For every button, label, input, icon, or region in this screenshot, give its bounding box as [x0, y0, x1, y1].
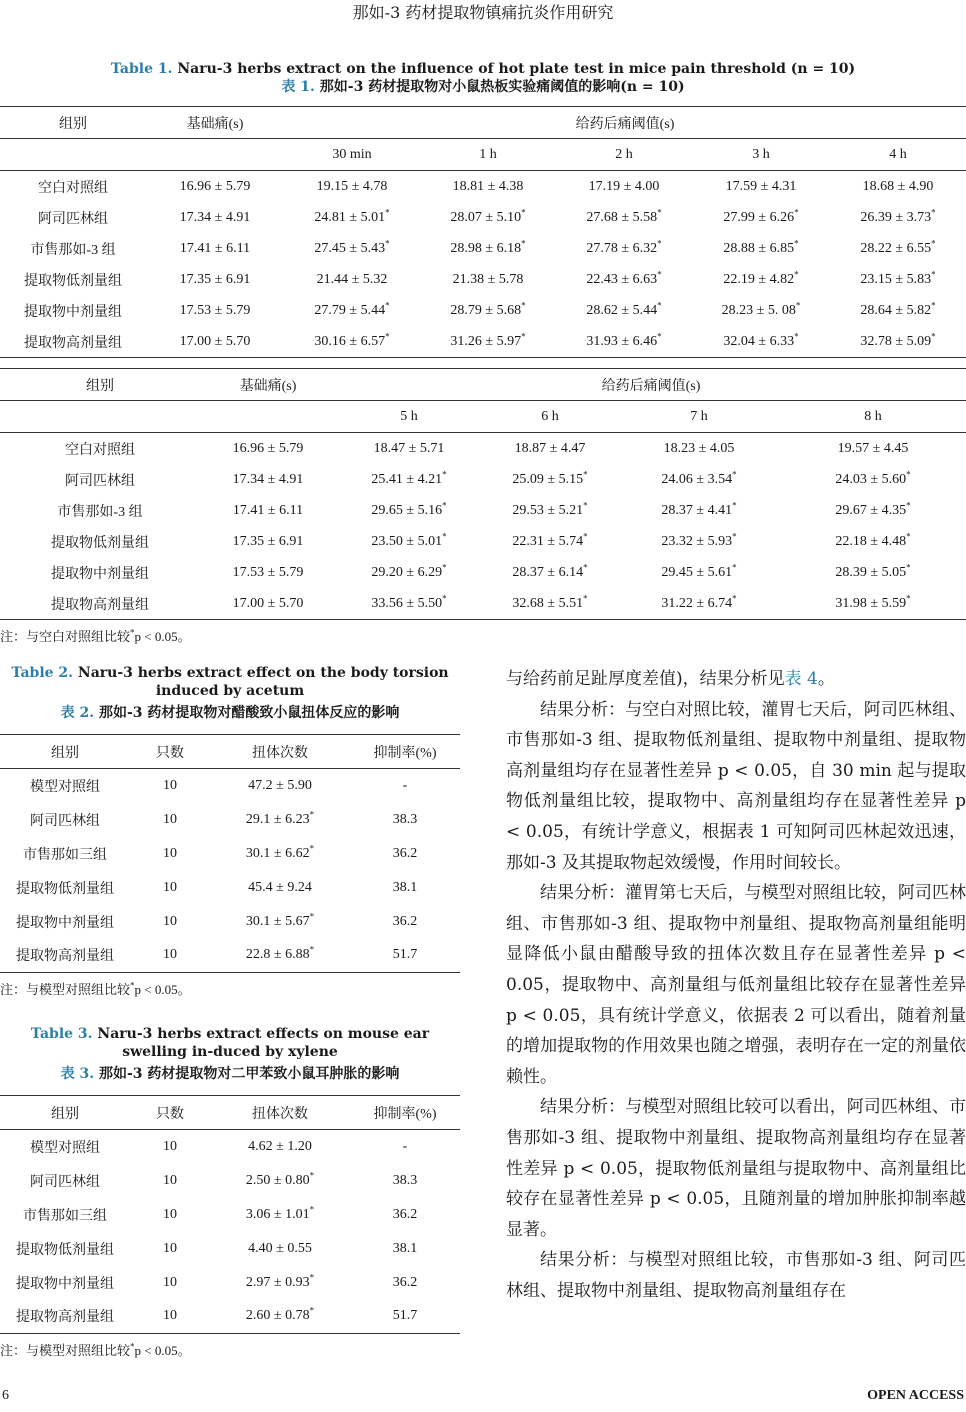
base-cell: 16.96 ± 5.79 [179, 178, 251, 194]
value-cell: 27.78 ± 6.32* [586, 237, 662, 256]
column-header: 抑制率(%) [373, 1106, 437, 1122]
count-cell: 10 [163, 777, 177, 793]
value-cell: 28.37 ± 6.14* [512, 561, 588, 580]
group-cell: 阿司匹林组 [38, 211, 108, 227]
table-1-section [0, 60, 966, 645]
value-cell: 47.2 ± 5.90 [248, 777, 312, 793]
table-row [0, 171, 966, 203]
group-cell: 提取物高剂量组 [24, 335, 122, 351]
time-header: 2 h [615, 146, 633, 162]
table-row [0, 495, 966, 526]
table-row [0, 1232, 460, 1266]
table-1-caption-en [0, 60, 966, 78]
group-cell: 模型对照组 [30, 1140, 100, 1156]
rate-cell: - [402, 1138, 408, 1154]
base-cell: 17.35 ± 6.91 [232, 533, 304, 549]
group-cell: 市售那如-3 组 [30, 242, 116, 258]
value-cell: 32.04 ± 6.33* [723, 330, 799, 349]
value-cell: 27.79 ± 5.44* [314, 299, 390, 318]
table-2-caption-cn: 表 2. 那如-3 药材提取物对醋酸致小鼠扭体反应的影响 [60, 705, 400, 721]
rate-cell: 36.2 [392, 845, 418, 861]
base-cell: 17.41 ± 6.11 [179, 240, 251, 256]
group-cell: 模型对照组 [30, 779, 100, 795]
value-cell: 27.99 ± 6.26* [723, 206, 799, 225]
base-cell: 17.34 ± 4.91 [232, 471, 304, 487]
rate-cell: 36.2 [392, 1274, 418, 1290]
table-3-caption-cn: 表 3. 那如-3 药材提取物对二甲苯致小鼠耳肿胀的影响 [60, 1066, 400, 1082]
table-2-note: 注：与模型对照组比较*p < 0.05。 [0, 980, 191, 997]
column-header: 只数 [156, 745, 184, 761]
count-cell: 10 [163, 845, 177, 861]
paragraph-1: 与给药前足趾厚度差值)，结果分析见表 4。 [506, 669, 835, 689]
group-cell: 提取物低剂量组 [51, 535, 149, 551]
table-row [0, 905, 460, 939]
count-cell: 10 [163, 1240, 177, 1256]
count-cell: 10 [163, 879, 177, 895]
rate-cell: - [402, 777, 408, 793]
table-row [0, 1164, 460, 1198]
value-cell: 25.09 ± 5.15* [512, 468, 588, 487]
value-cell: 30.1 ± 5.67* [245, 910, 315, 929]
table-1-title-en: Naru-3 herbs extract on the influence of hot plate test in mice pain threshold (n = 10) [177, 61, 856, 77]
value-cell: 4.40 ± 0.55 [248, 1240, 312, 1256]
value-cell: 22.19 ± 4.82* [723, 268, 799, 287]
group-cell: 提取物中剂量组 [16, 915, 114, 931]
value-cell: 18.81 ± 4.38 [452, 178, 524, 194]
value-cell: 18.23 ± 4.05 [663, 440, 735, 456]
page-number: 6 [2, 1388, 9, 1403]
value-cell: 28.39 ± 5.05* [835, 561, 911, 580]
value-cell: 28.64 ± 5.82* [860, 299, 936, 318]
base-cell: 17.35 ± 6.91 [179, 271, 251, 287]
count-cell: 10 [163, 1274, 177, 1290]
value-cell: 45.4 ± 9.24 [248, 879, 312, 895]
value-cell: 2.50 ± 0.80* [245, 1169, 315, 1188]
table-1-label-cn: 表 1. [281, 79, 315, 95]
value-cell: 26.39 ± 3.73* [860, 206, 936, 225]
value-cell: 25.41 ± 4.21* [371, 468, 447, 487]
rate-cell: 38.3 [392, 1172, 418, 1188]
value-cell: 32.78 ± 5.09* [860, 330, 936, 349]
base-cell: 17.53 ± 5.79 [232, 564, 304, 580]
time-header: 30 min [332, 146, 372, 162]
value-cell: 28.79 ± 5.68* [450, 299, 526, 318]
count-cell: 10 [163, 947, 177, 963]
value-cell: 27.68 ± 5.58* [586, 206, 662, 225]
header-base: 基础痛(s) [186, 116, 244, 132]
column-header: 组别 [51, 745, 79, 761]
column-header: 扭体次数 [252, 1106, 308, 1122]
table-2-section [0, 664, 460, 998]
running-title: 那如-3 药材提取物镇痛抗炎作用研究 [352, 3, 614, 22]
table-row [0, 526, 966, 557]
group-cell: 提取物低剂量组 [24, 273, 122, 289]
base-cell: 17.41 ± 6.11 [232, 502, 304, 518]
value-cell: 18.47 ± 5.71 [373, 440, 445, 456]
value-cell: 29.67 ± 4.35* [835, 499, 911, 518]
table-row [0, 295, 966, 326]
value-cell: 29.53 ± 5.21* [512, 499, 588, 518]
value-cell: 28.37 ± 4.41* [661, 499, 737, 518]
base-cell: 17.00 ± 5.70 [179, 333, 251, 349]
table-row [0, 233, 966, 264]
table-1-part-2 [0, 368, 966, 620]
table-row [0, 803, 460, 837]
group-cell: 空白对照组 [65, 442, 135, 458]
time-header: 5 h [400, 408, 418, 424]
header-after: 给药后痛阈值(s) [601, 378, 701, 394]
table-row [0, 1266, 460, 1300]
table-row [0, 1300, 460, 1334]
value-cell: 31.98 ± 5.59* [835, 592, 911, 611]
rate-cell: 36.2 [392, 913, 418, 929]
paragraph-4: 结果分析：与模型对照组比较可以看出，阿司匹林组、市售那如-3 组、提取物中剂量组、提取物高剂量组均存在显著性差异 p < 0.05，提取物低剂量组与提取物中、高剂量组比较存在显著性差异 p < 0.05，且随剂量的增加肿胀抑制率越显著。 [506, 1097, 966, 1240]
base-cell: 17.34 ± 4.91 [179, 209, 251, 225]
count-cell: 10 [163, 811, 177, 827]
value-cell: 23.15 ± 5.83* [860, 268, 936, 287]
value-cell: 28.07 ± 5.10* [450, 206, 526, 225]
table-1-part-1 [0, 106, 966, 358]
group-cell: 提取物高剂量组 [16, 949, 114, 965]
open-access-label: OPEN ACCESS [867, 1388, 964, 1403]
group-cell: 提取物低剂量组 [16, 881, 114, 897]
table-2-caption-en: Table 2. Naru-3 herbs extract effect on the body torsion induced by acetum [11, 665, 449, 699]
group-cell: 提取物中剂量组 [24, 304, 122, 320]
paragraph-5: 结果分析：与模型对照组比较，市售那如-3 组、阿司匹林组、提取物中剂量组、提取物高剂量组存在 [506, 1250, 966, 1301]
value-cell: 27.45 ± 5.43* [314, 237, 390, 256]
header-group: 组别 [86, 378, 114, 394]
table-1-label-en: Table 1. [110, 61, 173, 77]
table-row [0, 464, 966, 495]
paragraph-2: 结果分析：与空白对照比较，灌胃七天后，阿司匹林组、市售那如-3 组、提取物低剂量组、提取物中剂量组、提取物高剂量组均存在显著性差异 p < 0.05，自 30 min 起与提取物低剂量组比较，提取物中、高剂量组均存在显著性差异 p < 0.05，有统计学意义，根据表 1 可知阿司匹林起效迅速，那如-3 及其提取物起效缓慢，作用时间较长。 [506, 699, 966, 873]
table-row [0, 1130, 460, 1164]
value-cell: 19.57 ± 4.45 [837, 440, 909, 456]
table-4-link[interactable]: 表 4 [784, 669, 818, 689]
value-cell: 2.60 ± 0.78* [245, 1305, 315, 1324]
table-1-caption-cn [0, 78, 966, 96]
table-row [0, 326, 966, 358]
body-text [506, 664, 966, 1306]
rate-cell: 36.2 [392, 1206, 418, 1222]
value-cell: 22.18 ± 4.48* [835, 530, 911, 549]
table-3-section [0, 1025, 460, 1359]
base-cell: 17.53 ± 5.79 [179, 302, 251, 318]
group-cell: 市售那如三组 [23, 1208, 107, 1224]
header-base: 基础痛(s) [239, 378, 297, 394]
value-cell: 29.20 ± 6.29* [371, 561, 447, 580]
value-cell: 17.19 ± 4.00 [588, 178, 660, 194]
table-row [0, 871, 460, 905]
value-cell: 29.65 ± 5.16* [371, 499, 447, 518]
group-cell: 阿司匹林组 [30, 1174, 100, 1190]
value-cell: 28.62 ± 5.44* [586, 299, 662, 318]
value-cell: 28.98 ± 6.18* [450, 237, 526, 256]
value-cell: 18.87 ± 4.47 [514, 440, 586, 456]
header-group: 组别 [59, 116, 87, 132]
table-row [0, 837, 460, 871]
column-header: 组别 [51, 1106, 79, 1122]
value-cell: 18.68 ± 4.90 [862, 178, 934, 194]
rate-cell: 38.1 [392, 1240, 418, 1256]
table-row [0, 433, 966, 465]
rate-cell: 51.7 [392, 947, 418, 963]
value-cell: 29.45 ± 5.61* [661, 561, 737, 580]
count-cell: 10 [163, 913, 177, 929]
value-cell: 22.31 ± 5.74* [512, 530, 588, 549]
count-cell: 10 [163, 1138, 177, 1154]
group-cell: 阿司匹林组 [30, 813, 100, 829]
table-row [0, 588, 966, 620]
group-cell: 提取物高剂量组 [16, 1310, 114, 1326]
table-row [0, 557, 966, 588]
table-1-title-cn: 那如-3 药材提取物对小鼠热板实验痛阈值的影响(n = 10) [319, 79, 685, 95]
column-header: 抑制率(%) [373, 745, 437, 761]
table-3 [0, 1095, 460, 1334]
header-after: 给药后痛阈值(s) [575, 116, 675, 132]
value-cell: 31.93 ± 6.46* [586, 330, 662, 349]
table-3-note: 注：与模型对照组比较*p < 0.05。 [0, 1341, 191, 1358]
table-row [0, 202, 966, 233]
table-row [0, 939, 460, 973]
group-cell: 提取物低剂量组 [16, 1242, 114, 1258]
table-1-note: 注：与空白对照组比较*p < 0.05。 [0, 627, 191, 644]
table-row [0, 264, 966, 295]
value-cell: 28.22 ± 6.55* [860, 237, 936, 256]
value-cell: 29.1 ± 6.23* [245, 808, 315, 827]
time-header: 7 h [690, 408, 708, 424]
table-row [0, 769, 460, 803]
base-cell: 17.00 ± 5.70 [232, 595, 304, 611]
value-cell: 31.22 ± 6.74* [661, 592, 737, 611]
value-cell: 31.26 ± 5.97* [450, 330, 526, 349]
time-header: 8 h [864, 408, 882, 424]
column-header: 只数 [156, 1106, 184, 1122]
value-cell: 23.50 ± 5.01* [371, 530, 447, 549]
count-cell: 10 [163, 1308, 177, 1324]
time-header: 6 h [541, 408, 559, 424]
column-header: 扭体次数 [252, 745, 308, 761]
value-cell: 30.1 ± 6.62* [245, 842, 315, 861]
value-cell: 24.03 ± 5.60* [835, 468, 911, 487]
value-cell: 21.44 ± 5.32 [316, 271, 388, 287]
rate-cell: 38.3 [392, 811, 418, 827]
value-cell: 33.56 ± 5.50* [371, 592, 447, 611]
value-cell: 21.38 ± 5.78 [452, 271, 524, 287]
value-cell: 30.16 ± 6.57* [314, 330, 390, 349]
group-cell: 空白对照组 [38, 180, 108, 196]
group-cell: 提取物中剂量组 [51, 566, 149, 582]
table-row [0, 1198, 460, 1232]
count-cell: 10 [163, 1172, 177, 1188]
value-cell: 23.32 ± 5.93* [661, 530, 737, 549]
value-cell: 32.68 ± 5.51* [512, 592, 588, 611]
group-cell: 阿司匹林组 [65, 473, 135, 489]
table-3-caption-en: Table 3. Naru-3 herbs extract effects on mouse ear swelling in-duced by xylene [30, 1026, 430, 1060]
time-header: 1 h [479, 146, 497, 162]
group-cell: 市售那如三组 [23, 847, 107, 863]
base-cell: 16.96 ± 5.79 [232, 440, 304, 456]
value-cell: 17.59 ± 4.31 [725, 178, 797, 194]
rate-cell: 38.1 [392, 879, 418, 895]
count-cell: 10 [163, 1206, 177, 1222]
time-header: 4 h [889, 146, 907, 162]
value-cell: 2.97 ± 0.93* [245, 1271, 315, 1290]
value-cell: 4.62 ± 1.20 [248, 1138, 312, 1154]
value-cell: 19.15 ± 4.78 [316, 178, 388, 194]
value-cell: 22.8 ± 6.88* [245, 944, 315, 963]
value-cell: 22.43 ± 6.63* [586, 268, 662, 287]
paragraph-3: 结果分析：灌胃第七天后，与模型对照组比较，阿司匹林组、市售那如-3 组、提取物中剂量组、提取物高剂量组能明显降低小鼠由醋酸导致的扭体次数且存在显著性差异 p < 0.05，提取物中、高剂量组与低剂量组比较存在显著性差异 p < 0.05，具有统计学意义，依据表 2 可以看出，随着剂量的增加提取物的作用效果也随之增强，表明存在一定的剂量依赖性。 [506, 883, 966, 1087]
group-cell: 提取物高剂量组 [51, 597, 149, 613]
group-cell: 市售那如-3 组 [57, 504, 143, 520]
value-cell: 28.88 ± 6.85* [723, 237, 799, 256]
value-cell: 3.06 ± 1.01* [245, 1203, 315, 1222]
rate-cell: 51.7 [392, 1308, 418, 1324]
value-cell: 24.81 ± 5.01* [314, 206, 390, 225]
value-cell: 24.06 ± 3.54* [661, 468, 737, 487]
table-2 [0, 734, 460, 973]
time-header: 3 h [752, 146, 770, 162]
group-cell: 提取物中剂量组 [16, 1276, 114, 1292]
value-cell: 28.23 ± 5. 08* [721, 299, 801, 318]
